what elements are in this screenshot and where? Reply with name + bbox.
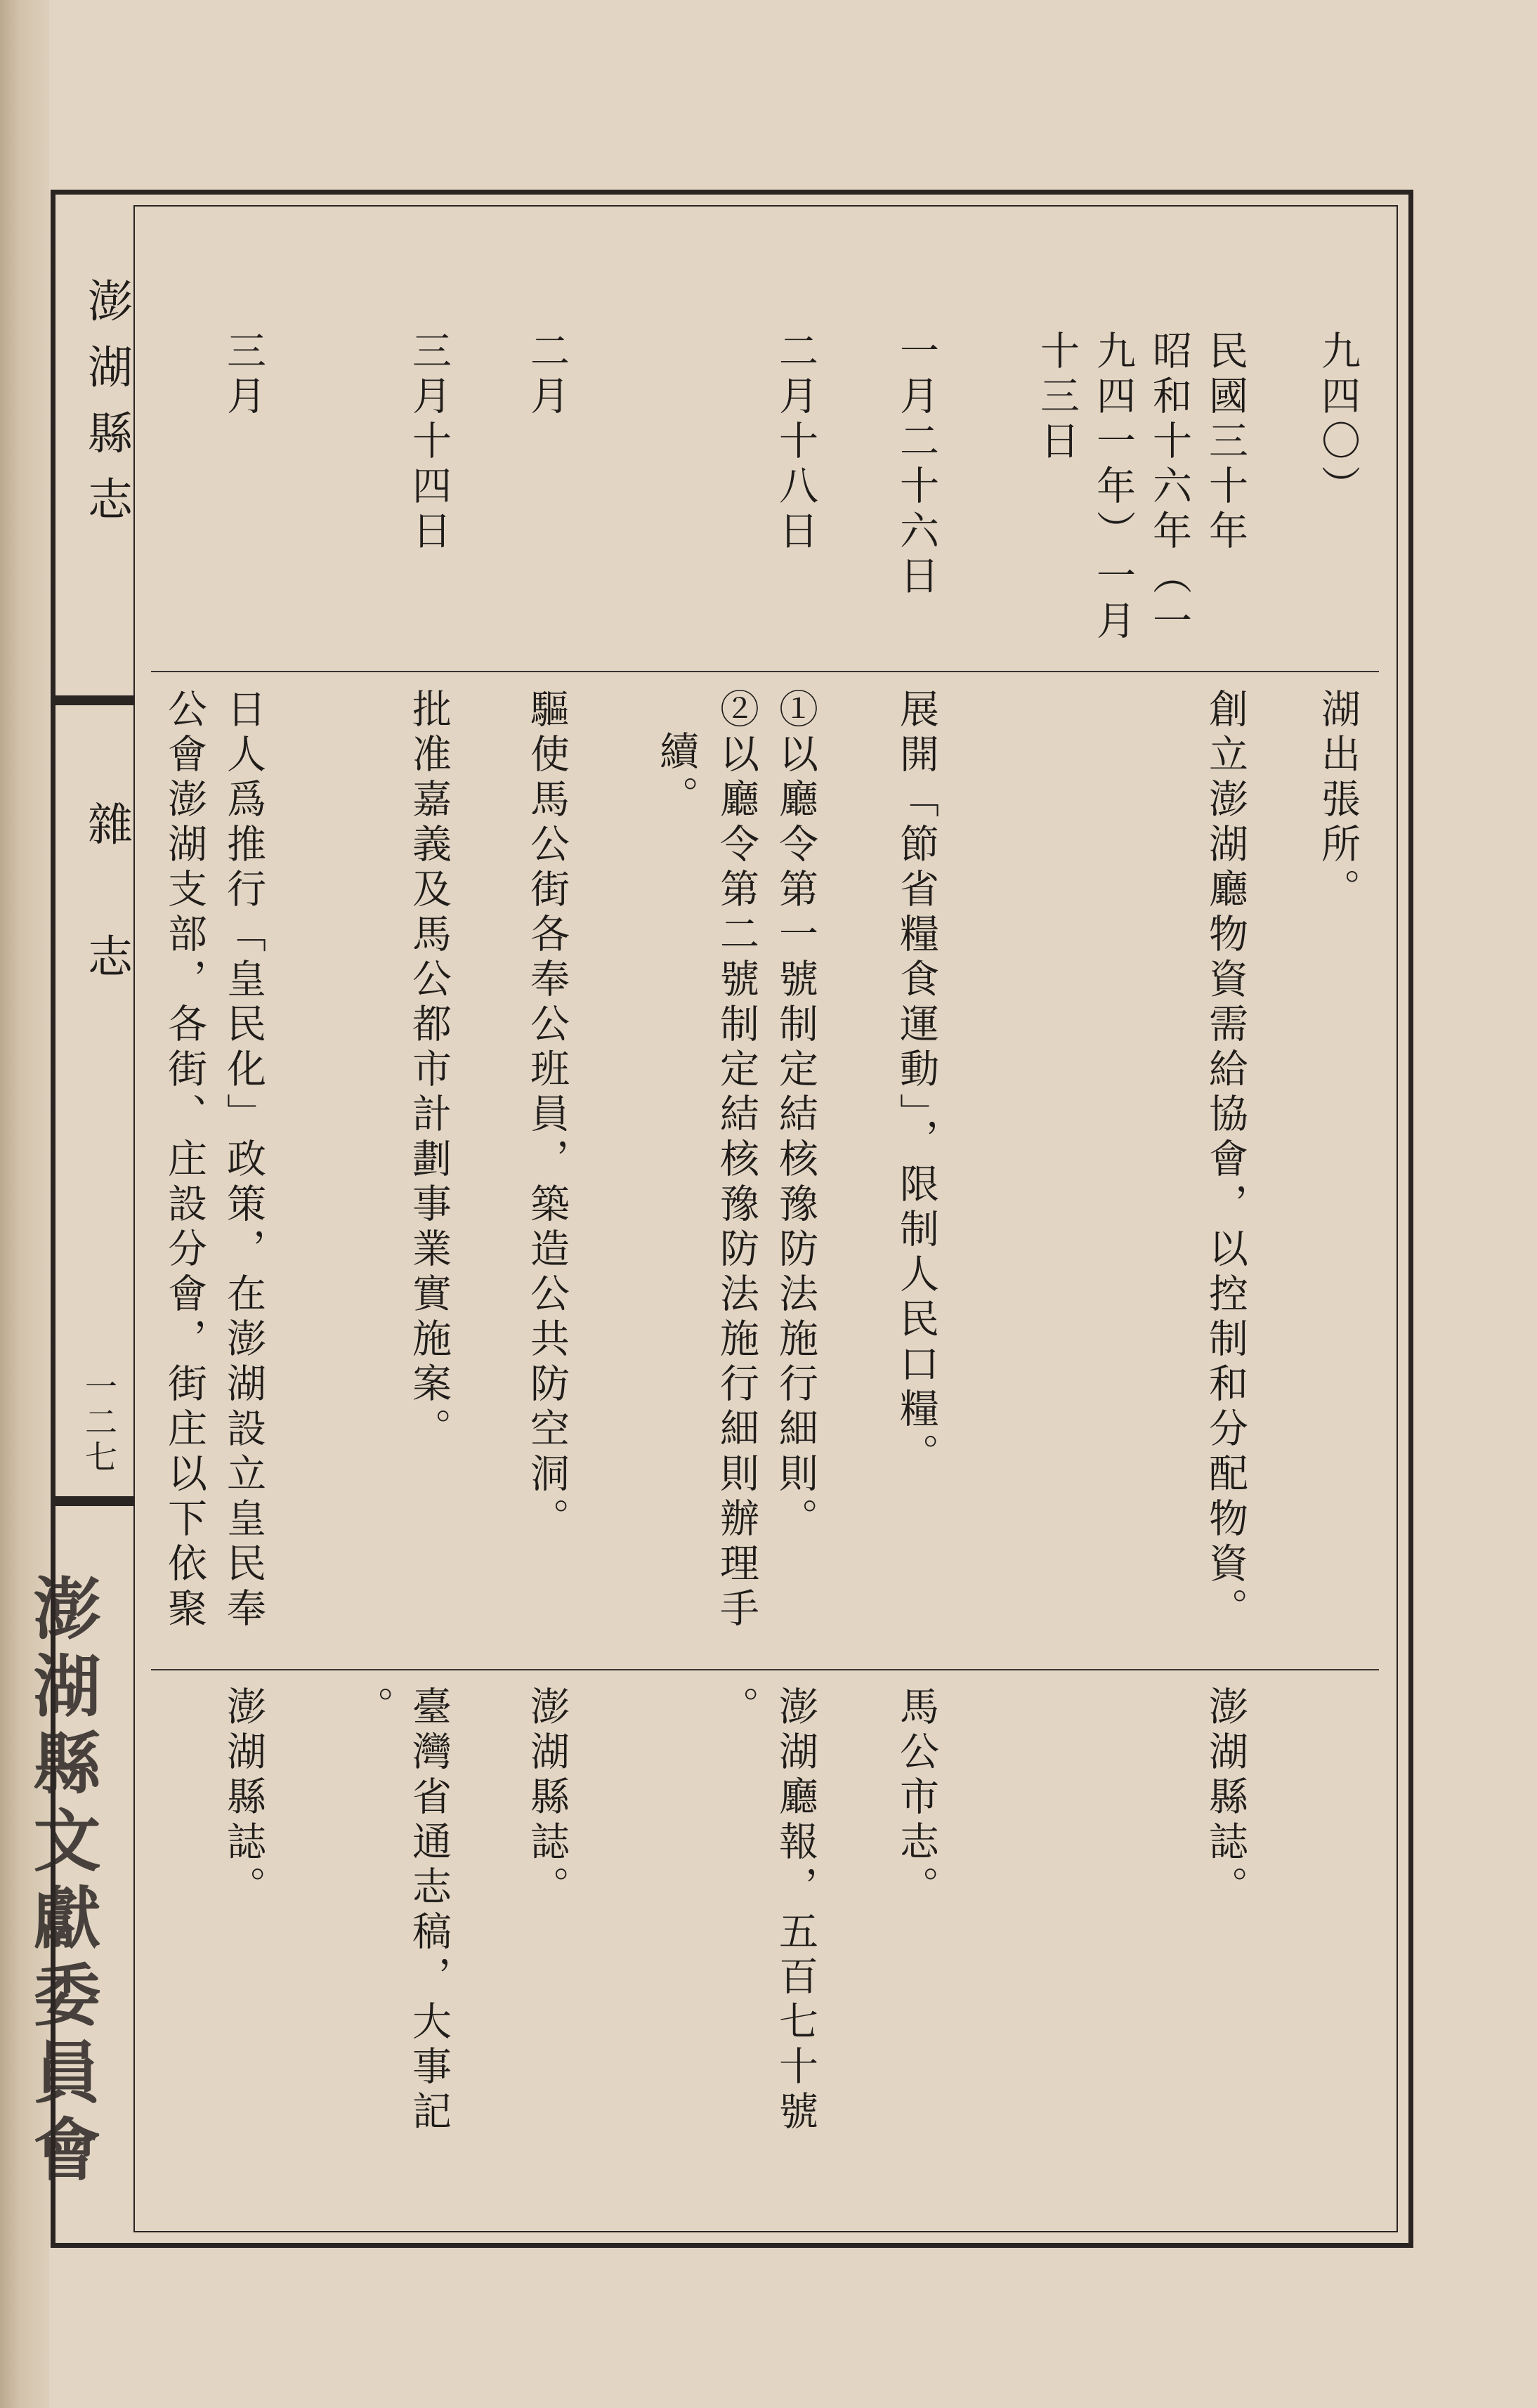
section-title: 雜 志 (80, 801, 132, 999)
source-line: 澎湖縣誌。 (1203, 1686, 1248, 1911)
event-line: 展開「節省糧食運動」，限制人民口糧。 (894, 688, 939, 1478)
margin-divider (51, 1496, 133, 1506)
date-line: 九四一年）一月 (1090, 330, 1136, 645)
date-line: 三月十四日 (406, 330, 452, 555)
event-line: 日人爲推行「皇民化」政策，在澎湖設立皇民奉 (221, 688, 266, 1632)
date-line: 二月十八日 (773, 330, 818, 555)
event-line: 創立澎湖廳物資需給協會，以控制和分配物資。 (1203, 688, 1248, 1632)
date-line: 九四〇） (1315, 330, 1361, 510)
margin-divider (51, 695, 133, 705)
date-line: 十三日 (1034, 330, 1080, 465)
event-line: ①以廳令第一號制定結核豫防法施行細則。 (773, 688, 818, 1543)
date-line: 一月二十六日 (894, 330, 939, 600)
book-title: 澎湖縣志 (80, 277, 132, 542)
source-line: 。 (714, 1686, 759, 1731)
event-line: 批准嘉義及馬公都市計劃事業實施案。 (406, 688, 452, 1453)
event-line: 續。 (653, 731, 699, 820)
event-line: ②以廳令第二號制定結核豫防法施行細則辦理手 (714, 688, 759, 1632)
source-line: 臺灣省通志稿，大事記 (406, 1686, 452, 2135)
row-divider (151, 1669, 1379, 1670)
date-line: 昭和十六年（一 (1146, 330, 1192, 645)
event-line: 湖出張所。 (1315, 688, 1361, 913)
row-divider (151, 671, 1379, 672)
publisher-name: 澎湖縣文獻委員會 (22, 1573, 102, 2192)
source-line: 。 (348, 1686, 394, 1731)
source-line: 澎湖廳報，五百七十號 (773, 1686, 818, 2135)
source-line: 澎湖縣誌。 (221, 1686, 266, 1911)
date-line: 三月 (221, 330, 266, 420)
event-line: 驅使馬公街各奉公班員，築造公共防空洞。 (524, 688, 570, 1543)
date-line: 二月 (524, 330, 570, 420)
page-number: 一二七 (80, 1370, 118, 1475)
source-line: 馬公市志。 (894, 1686, 939, 1911)
event-line: 公會澎湖支部，各街、庄設分會，街庄以下依聚 (162, 688, 207, 1632)
source-line: 澎湖縣誌。 (524, 1686, 570, 1911)
date-line: 民國三十年 (1203, 330, 1248, 555)
